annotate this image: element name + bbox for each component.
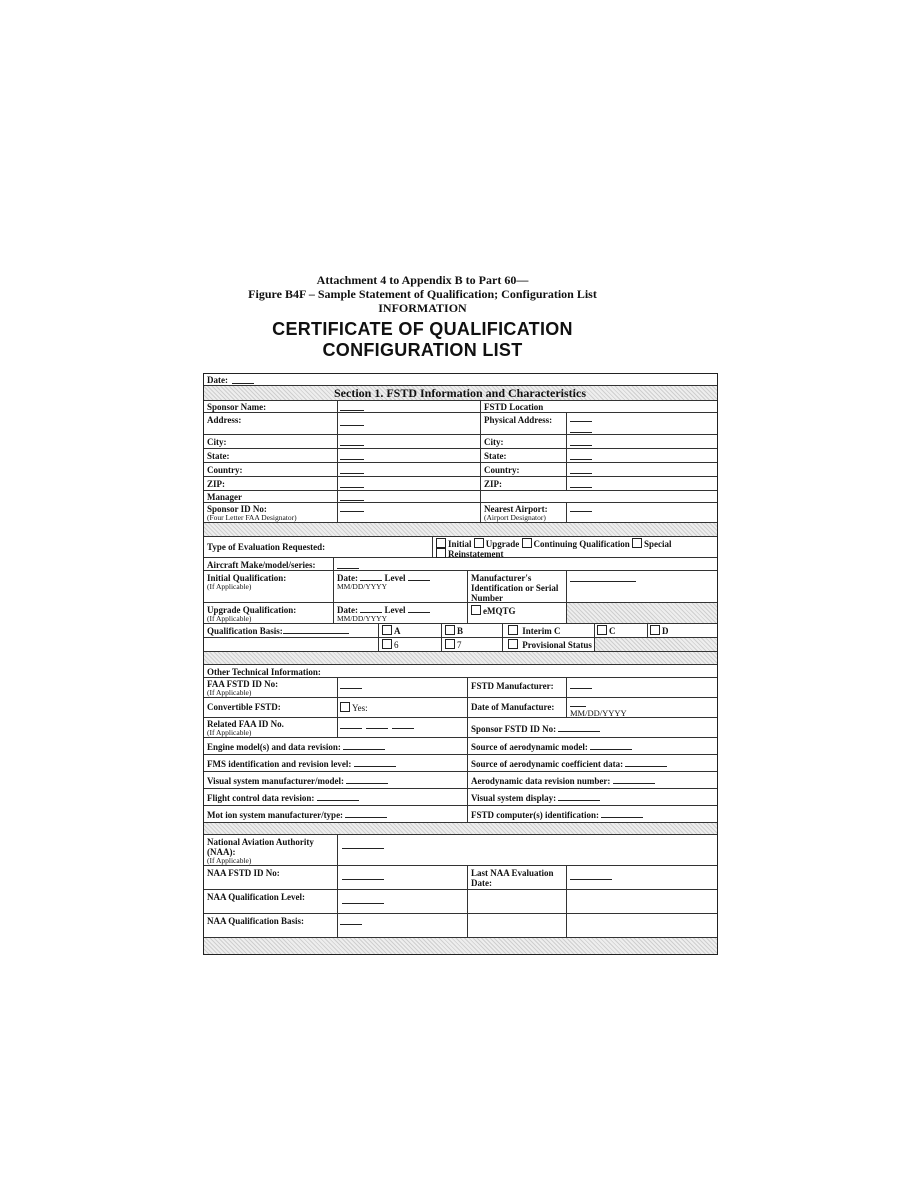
emqtg-label: eMQTG [483,606,516,616]
physical-state-label: State: [484,451,507,461]
upgrade-qualification-sub: (If Applicable) [207,614,252,623]
upgrade-qualification-row [204,603,717,624]
sponsor-id-row [204,503,717,523]
spacer-3 [204,823,717,835]
address-label: Address: [207,415,242,425]
sponsor-fstd-id-label [471,724,600,734]
last-naa-eval-label: Last NAA Evaluation Date: [471,868,554,888]
naa-qual-level-row [204,890,717,914]
option-provisional-checkbox[interactable] [508,639,518,649]
upgrade-date-format: MM/DD/YYYY [337,614,388,623]
manufacturer-id-field[interactable] [570,581,636,582]
physical-city-field[interactable] [570,445,592,446]
aircraft-label: Aircraft Make/model/series: [207,560,316,570]
physical-address-label: Physical Address: [484,415,553,425]
spacer-2 [204,652,717,665]
city-label: City: [207,437,227,447]
option-c-label: C [609,626,616,636]
option-provisional-label: Provisional Status [522,640,592,650]
section-1-header [204,386,717,401]
last-naa-eval-field[interactable] [570,879,612,880]
convertible-row [204,698,717,718]
configuration-title: CONFIGURATION LIST [322,340,523,360]
related-faa-id-field-3[interactable] [392,728,414,729]
naa-row [204,835,717,866]
naa-text: National Aviation Authority (NAA): [207,837,314,857]
physical-state-field[interactable] [570,459,592,460]
fstd-computer-text: FSTD computer(s) identification: [471,810,599,820]
country-row [204,463,717,477]
faa-fstd-id-row [204,678,717,698]
option-b-label: B [457,626,464,636]
sponsor-name-row [204,401,717,413]
option-7 [445,639,462,650]
upgrade-level-label: Level [384,605,406,615]
upgrade-date-label: Date: [337,605,358,615]
option-a-label: A [394,626,401,636]
emqtg-checkbox[interactable] [471,605,481,615]
address-field[interactable] [340,425,364,426]
visual-display-label [471,793,600,803]
source-aero-coef-label [471,759,667,769]
nearest-airport-label [484,504,548,522]
manufacturer-id-label: Manufacturer's Identification or Serial Number [471,573,559,603]
option-b-checkbox[interactable] [445,625,455,635]
date-of-manufacture-format: MM/DD/YYYY [570,708,627,718]
physical-address-field-2[interactable] [570,432,592,433]
aircraft-row [204,558,717,571]
information-line: INFORMATION [378,301,467,315]
initial-date-level [337,573,430,591]
option-6 [382,639,399,650]
engine-label [207,742,385,752]
aircraft-field[interactable] [337,568,359,569]
visual-mfr-label [207,776,388,786]
convertible-label: Convertible FSTD: [207,702,281,712]
initial-level-label: Level [384,573,406,583]
country-label: Country: [207,465,243,475]
figure-line: Figure B4F – Sample Statement of Qualification; Configuration List [248,287,597,301]
source-aero-model-label [471,742,632,752]
upgrade-label: Upgrade [485,539,520,549]
qualification-basis-text: Qualification Basis: [207,626,283,636]
naa-qual-basis-label: NAA Qualification Basis: [207,916,305,926]
state-field[interactable] [340,459,364,460]
naa-fstd-id-field[interactable] [342,879,384,880]
related-faa-id-field-2[interactable] [366,728,388,729]
faa-fstd-id-field[interactable] [340,688,362,689]
fstd-computer-label [471,810,643,820]
sponsor-id-label [207,504,297,522]
spacer-4 [204,938,717,954]
related-faa-id-label [207,719,284,737]
reinstatement-checkbox[interactable] [436,548,446,558]
option-6-checkbox[interactable] [382,639,392,649]
state-row [204,449,717,463]
reinstatement-label: Reinstatement [448,549,504,559]
nearest-airport-field[interactable] [570,511,592,512]
sponsor-id-text: Sponsor ID No: [207,504,267,514]
naa-label [207,837,325,865]
related-faa-id-row [204,718,717,738]
section-1-title: Section 1. FSTD Information and Characteristics [334,386,586,400]
faa-fstd-id-sub: (If Applicable) [207,688,252,697]
naa-qual-level-label: NAA Qualification Level: [207,892,305,902]
source-aero-model-text: Source of aerodynamic model: [471,742,588,752]
sponsor-fstd-id-text: Sponsor FSTD ID No: [471,724,557,734]
option-7-label: 7 [457,640,462,650]
option-c [597,625,616,636]
related-faa-id-text: Related FAA ID No. [207,719,284,729]
fstd-location-label: FSTD Location [484,402,544,412]
other-technical-row [204,665,717,678]
zip-row [204,477,717,491]
visual-mfr-text: Visual system manufacturer/model: [207,776,344,786]
state-label: State: [207,451,230,461]
convertible-yes [340,702,368,713]
date-row [204,374,717,386]
flight-control-row [204,789,717,806]
initial-label: Initial [448,539,472,549]
aero-revision-label [471,776,655,786]
option-d [650,625,669,636]
date-label: Date: [207,375,228,385]
convertible-yes-checkbox[interactable] [340,702,350,712]
evaluation-type-row [204,537,717,558]
naa-fstd-id-row [204,866,717,890]
option-6-label: 6 [394,640,399,650]
manager-label: Manager [207,492,242,502]
physical-city-label: City: [484,437,504,447]
fms-row [204,755,717,772]
physical-country-field[interactable] [570,473,592,474]
fstd-manufacturer-field[interactable] [570,688,592,689]
naa-field[interactable] [342,848,384,849]
initial-qualification-text: Initial Qualification: [207,573,287,583]
special-label: Special [644,539,672,549]
address-row [204,413,717,435]
upgrade-checkbox[interactable] [474,538,484,548]
initial-date-label: Date: [337,573,358,583]
visual-mfr-row [204,772,717,789]
physical-zip-label: ZIP: [484,479,502,489]
date-field[interactable] [232,383,254,384]
option-d-label: D [662,626,669,636]
sponsor-name-field[interactable] [340,410,364,411]
related-faa-id-field-1[interactable] [340,728,362,729]
fms-text: FMS identification and revision level: [207,759,352,769]
option-a [382,625,401,636]
zip-field[interactable] [340,487,364,488]
upgrade-qualification-text: Upgrade Qualification: [207,605,297,615]
initial-qualification-row [204,571,717,603]
motion-text: Mot ion system manufacturer/type: [207,810,344,820]
evaluation-type-label: Type of Evaluation Requested: [207,542,326,552]
flight-control-text: Flight control data revision: [207,793,315,803]
qualification-basis-label [207,626,349,636]
source-aero-coef-text: Source of aerodynamic coefficient data: [471,759,624,769]
upgrade-qualification-label [207,605,296,623]
spacer-1 [204,523,717,537]
country-field[interactable] [340,473,364,474]
qualification-basis-row-2 [204,638,717,652]
option-interim-c [508,625,561,636]
date-of-manufacture-field[interactable] [570,706,586,707]
naa-fstd-id-label: NAA FSTD ID No: [207,868,280,878]
configuration-form [203,373,718,955]
naa-sub: (If Applicable) [207,856,252,865]
engine-text: Engine model(s) and data revision: [207,742,341,752]
related-faa-id-sub: (If Applicable) [207,728,252,737]
initial-qualification-sub: (If Applicable) [207,582,252,591]
naa-qual-basis-field[interactable] [340,924,362,925]
physical-address-field[interactable] [570,421,592,422]
option-interim-c-checkbox[interactable] [508,625,518,635]
special-checkbox[interactable] [632,538,642,548]
qualification-basis-row-1 [204,624,717,638]
motion-row [204,806,717,823]
continuing-checkbox[interactable] [522,538,532,548]
emqtg-option [471,605,516,616]
option-b [445,625,463,636]
motion-label [207,810,387,820]
flight-control-label [207,793,359,803]
naa-qual-level-field[interactable] [342,903,384,904]
zip-label: ZIP: [207,479,225,489]
city-row [204,435,717,449]
manager-row [204,491,717,503]
convertible-yes-label: Yes: [352,703,368,713]
initial-date-format: MM/DD/YYYY [337,582,388,591]
visual-display-text: Visual system display: [471,793,557,803]
initial-qualification-label [207,573,286,591]
faa-fstd-id-label [207,679,278,697]
option-interim-c-label: Interim C [522,626,561,636]
date-of-manufacture-label: Date of Manufacture: [471,702,555,712]
upgrade-date-level [337,605,430,623]
option-a-checkbox[interactable] [382,625,392,635]
sponsor-name-label: Sponsor Name: [207,402,267,412]
continuing-label: Continuing Qualification [533,539,630,549]
initial-checkbox[interactable] [436,538,446,548]
option-7-checkbox[interactable] [445,639,455,649]
option-provisional [508,639,592,650]
nearest-airport-sub: (Airport Designator) [484,513,546,522]
aero-revision-text: Aerodynamic data revision number: [471,776,611,786]
nearest-airport-text: Nearest Airport: [484,504,548,514]
physical-country-label: Country: [484,465,520,475]
option-c-checkbox[interactable] [597,625,607,635]
manager-field[interactable] [340,500,364,501]
naa-qual-basis-row [204,914,717,938]
faa-fstd-id-text: FAA FSTD ID No: [207,679,279,689]
option-d-checkbox[interactable] [650,625,660,635]
certificate-title: CERTIFICATE OF QUALIFICATION [272,319,573,339]
engine-row [204,738,717,755]
city-field[interactable] [340,445,364,446]
fstd-manufacturer-label: FSTD Manufacturer: [471,681,554,691]
fms-label [207,759,396,769]
attachment-line: Attachment 4 to Appendix B to Part 60— [316,273,529,287]
physical-zip-field[interactable] [570,487,592,488]
sponsor-id-sub: (Four Letter FAA Designator) [207,513,297,522]
sponsor-id-field[interactable] [340,511,364,512]
other-technical-label: Other Technical Information: [207,667,321,677]
